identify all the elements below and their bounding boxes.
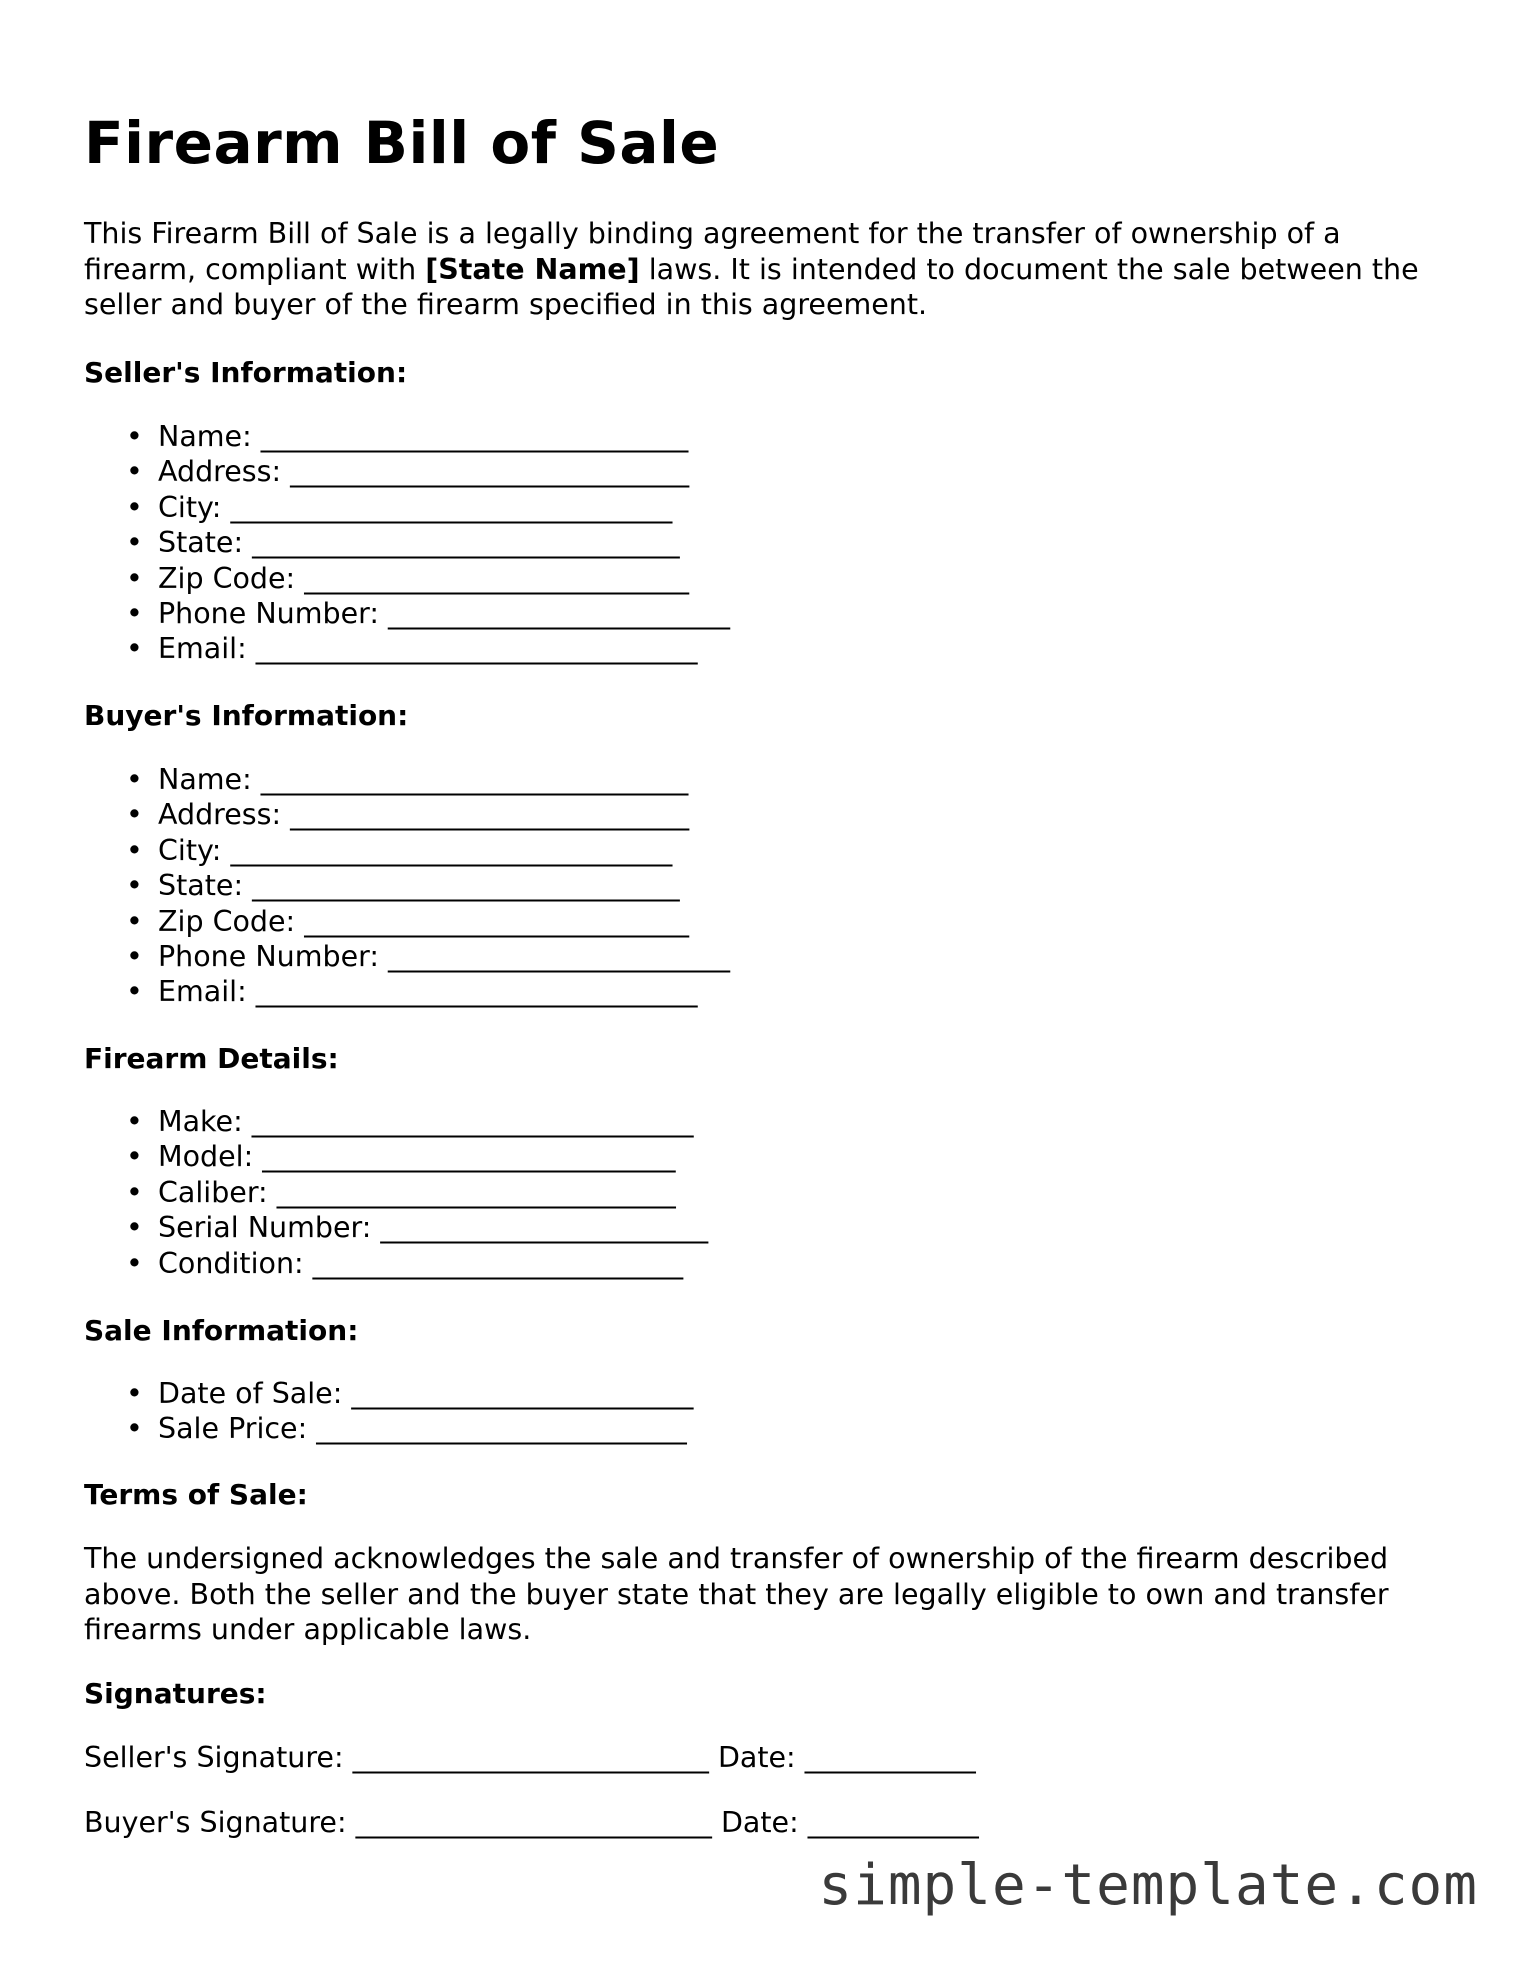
- date-of-sale-blank[interactable]: ________________________: [351, 1377, 694, 1410]
- list-item: [84, 833, 730, 868]
- list-item: [84, 561, 730, 596]
- intro-text-start: This Firearm Bill of Sale is a legally binding agreement for the transfer of ownership of a firearm, compliant with: [84, 217, 1341, 286]
- buyer-name-blank[interactable]: ______________________________: [260, 763, 689, 796]
- bullet-icon: •: [126, 526, 143, 560]
- firearm-details-list: [84, 1104, 708, 1281]
- field-label: City:: [158, 490, 222, 524]
- list-item: [84, 904, 730, 939]
- terms-of-sale-heading: Terms of Sale:: [84, 1478, 308, 1511]
- buyer-date-label: Date:: [720, 1806, 799, 1839]
- buyer-email-blank[interactable]: _______________________________: [255, 975, 698, 1009]
- firearm-model-blank[interactable]: _____________________________: [262, 1140, 676, 1174]
- bullet-icon: •: [126, 1412, 143, 1446]
- list-item: [84, 1210, 708, 1245]
- buyer-phone-number-blank[interactable]: ________________________: [388, 940, 730, 974]
- list-item: [84, 490, 730, 525]
- buyers-information-heading: Buyer's Information:: [84, 699, 409, 732]
- firearm-details-heading: Firearm Details:: [84, 1042, 339, 1075]
- list-item: [84, 1376, 693, 1411]
- seller-date-label: Date:: [717, 1741, 796, 1774]
- field-label: Sale Price:: [158, 1412, 308, 1446]
- list-item: [84, 631, 730, 666]
- bullet-icon: •: [126, 975, 143, 1009]
- list-item: [84, 596, 730, 631]
- watermark: simple-template.com: [818, 1853, 1478, 1918]
- seller-city-blank[interactable]: _______________________________: [230, 490, 673, 524]
- list-item: [84, 868, 730, 903]
- field-label: State:: [158, 869, 244, 903]
- seller-name-blank[interactable]: ______________________________: [260, 420, 689, 453]
- seller-zip-code-blank[interactable]: ___________________________: [304, 561, 689, 595]
- bullet-icon: •: [126, 1105, 143, 1138]
- bullet-icon: •: [126, 798, 143, 832]
- intro-state-name: [State Name]: [425, 252, 640, 286]
- list-item: [84, 525, 730, 560]
- field-label: Name:: [158, 420, 252, 453]
- bullet-icon: •: [126, 420, 143, 453]
- seller-phone-number-blank[interactable]: ________________________: [388, 597, 730, 631]
- signatures-heading: Signatures:: [84, 1677, 267, 1710]
- field-label: City:: [158, 833, 222, 867]
- bullet-icon: •: [126, 1140, 143, 1174]
- field-label: Date of Sale:: [158, 1377, 343, 1410]
- intro-text-end: laws. It is intended to document the sale between the seller and buyer of the firearm specified in this agreement.: [84, 252, 1419, 321]
- terms-of-sale-text: The undersigned acknowledges the sale and transfer of ownership of the firearm described above. Both the seller and the buyer state that they are legally eligible to own and transfer firearms under applicable laws.: [84, 1542, 1389, 1646]
- sale-information-heading: Sale Information:: [84, 1314, 359, 1347]
- buyer-state-blank[interactable]: ______________________________: [252, 869, 680, 903]
- buyer-address-blank[interactable]: ____________________________: [290, 798, 690, 832]
- field-label: Phone Number:: [158, 597, 379, 631]
- field-label: Email:: [158, 632, 247, 666]
- field-label: Caliber:: [158, 1175, 268, 1209]
- seller-email-blank[interactable]: _______________________________: [255, 632, 698, 666]
- list-item: [84, 939, 730, 974]
- document-title: Firearm Bill of Sale: [84, 109, 720, 177]
- seller-signature-blank[interactable]: _________________________: [352, 1741, 709, 1774]
- buyers-information-list: [84, 762, 730, 1010]
- seller-address-blank[interactable]: ____________________________: [290, 455, 690, 489]
- bullet-icon: •: [126, 1246, 143, 1280]
- seller-signature-line: [84, 1740, 976, 1776]
- list-item: [84, 1139, 708, 1174]
- seller-signature-label: Seller's Signature:: [84, 1741, 344, 1774]
- field-label: Condition:: [158, 1246, 304, 1280]
- bullet-icon: •: [126, 869, 143, 903]
- list-item: [84, 797, 730, 832]
- list-item: [84, 1175, 708, 1210]
- seller-date-blank[interactable]: ____________: [804, 1741, 976, 1774]
- bullet-icon: •: [126, 833, 143, 867]
- bullet-icon: •: [126, 632, 143, 666]
- intro-paragraph: [84, 216, 1454, 323]
- bullet-icon: •: [126, 1175, 143, 1209]
- list-item: [84, 419, 730, 454]
- field-label: Zip Code:: [158, 561, 296, 595]
- buyer-city-blank[interactable]: _______________________________: [230, 833, 673, 867]
- bullet-icon: •: [126, 904, 143, 938]
- buyer-signature-line: [84, 1805, 979, 1841]
- field-label: Serial Number:: [158, 1211, 372, 1245]
- sellers-information-heading: Seller's Information:: [84, 356, 408, 389]
- list-item: [84, 974, 730, 1009]
- buyer-signature-blank[interactable]: _________________________: [355, 1806, 712, 1839]
- buyer-signature-label: Buyer's Signature:: [84, 1806, 347, 1839]
- seller-state-blank[interactable]: ______________________________: [252, 526, 680, 560]
- list-item: [84, 1411, 693, 1446]
- field-label: Name:: [158, 763, 252, 796]
- list-item: [84, 762, 730, 797]
- list-item: [84, 454, 730, 489]
- sellers-information-list: [84, 419, 730, 667]
- buyer-date-blank[interactable]: ____________: [807, 1806, 979, 1839]
- list-item: [84, 1246, 708, 1281]
- firearm-caliber-blank[interactable]: ____________________________: [276, 1175, 676, 1209]
- firearm-serial-number-blank[interactable]: _______________________: [380, 1211, 709, 1245]
- bullet-icon: •: [126, 597, 143, 631]
- bullet-icon: •: [126, 455, 143, 489]
- list-item: [84, 1104, 708, 1139]
- sale-price-blank[interactable]: __________________________: [316, 1412, 687, 1446]
- field-label: Phone Number:: [158, 940, 379, 974]
- bullet-icon: •: [126, 561, 143, 595]
- firearm-make-blank[interactable]: _______________________________: [251, 1105, 694, 1138]
- field-label: Address:: [158, 798, 282, 832]
- field-label: Zip Code:: [158, 904, 296, 938]
- sale-information-list: [84, 1376, 693, 1447]
- bullet-icon: •: [126, 1377, 143, 1410]
- buyer-zip-code-blank[interactable]: ___________________________: [304, 904, 689, 938]
- bullet-icon: •: [126, 763, 143, 796]
- field-label: Make:: [158, 1105, 243, 1138]
- field-label: Model:: [158, 1140, 254, 1174]
- bullet-icon: •: [126, 490, 143, 524]
- bullet-icon: •: [126, 1211, 143, 1245]
- field-label: Address:: [158, 455, 282, 489]
- bullet-icon: •: [126, 940, 143, 974]
- field-label: State:: [158, 526, 244, 560]
- field-label: Email:: [158, 975, 247, 1009]
- firearm-condition-blank[interactable]: __________________________: [312, 1246, 684, 1280]
